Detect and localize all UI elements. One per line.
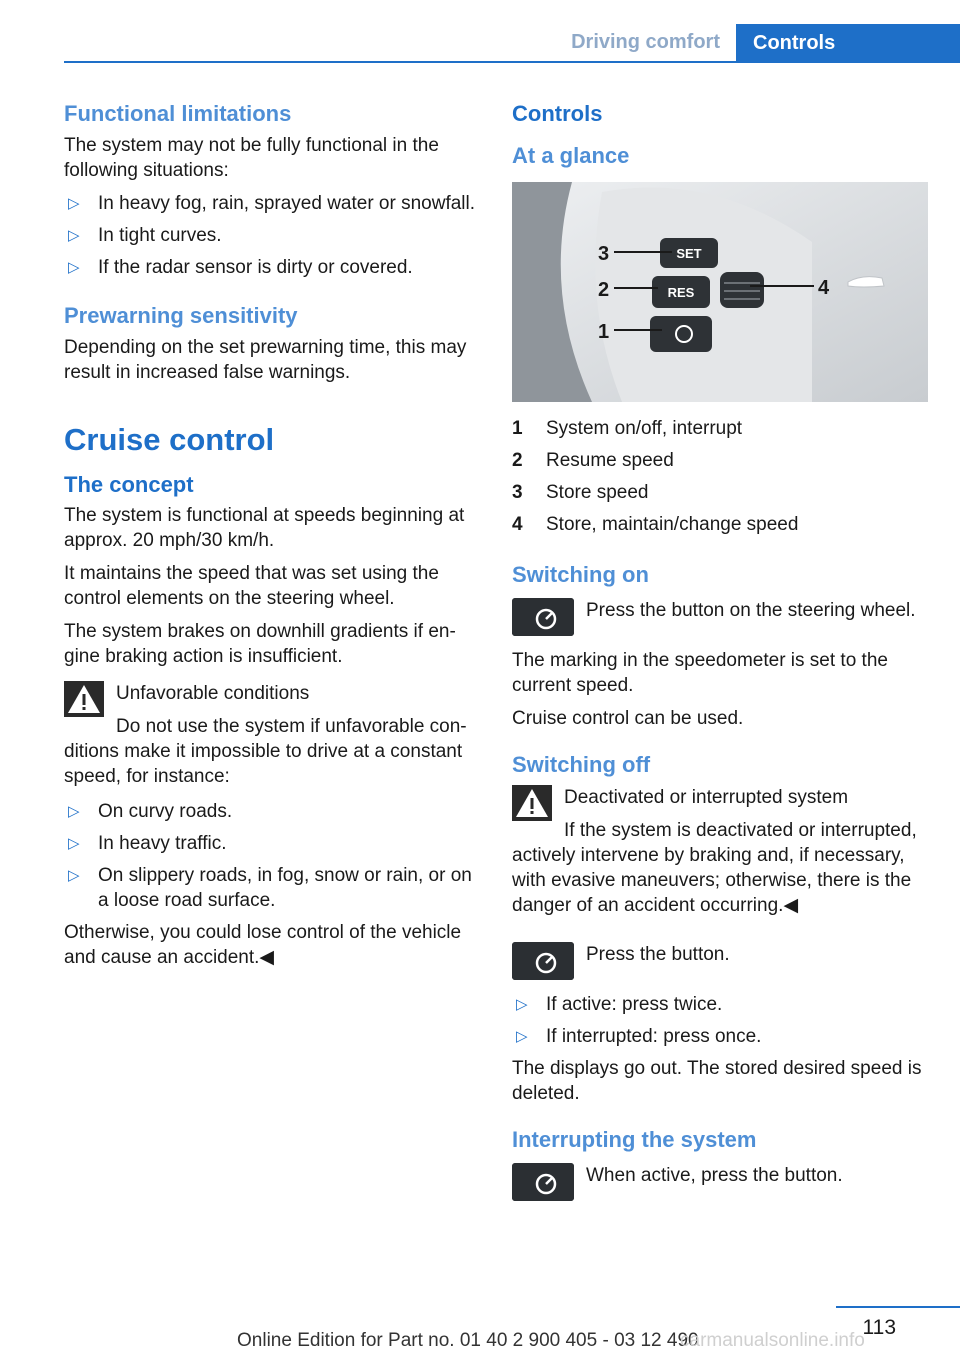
- page-header: [0, 24, 960, 62]
- functional-limitations-heading: Functional limitations: [64, 101, 292, 126]
- triangle-bullet-icon: ▷: [516, 996, 528, 1013]
- footer-rule: [836, 1306, 960, 1308]
- list-item: ▷ On curvy roads.: [68, 801, 233, 822]
- switching-on-paragraph-1: The marking in the speedometer is set to the current speed.: [512, 650, 888, 696]
- cruise-button-icon: [512, 598, 574, 636]
- chapter-tab: Controls: [736, 24, 960, 62]
- cruise-button-icon: [512, 1163, 574, 1201]
- section-title: Driving comfort: [571, 31, 720, 53]
- concept-paragraph-3: The system brakes on downhill gradients if en‐gine braking action is insufficient.: [64, 621, 456, 667]
- warning-box: [512, 785, 930, 918]
- triangle-bullet-icon: ▷: [68, 835, 80, 852]
- triangle-bullet-icon: ▷: [68, 259, 80, 276]
- switching-off-heading: Switching off: [512, 752, 651, 777]
- at-a-glance-heading: At a glance: [512, 143, 630, 168]
- triangle-bullet-icon: ▷: [68, 867, 80, 884]
- edition-footer: Online Edition for Part no. 01 40 2 900 405 - 03 12 490: [237, 1330, 699, 1351]
- triangle-bullet-icon: ▷: [68, 195, 80, 212]
- steering-wheel-controls-photo: [512, 182, 928, 402]
- rocker-switch: [720, 272, 764, 308]
- switching-off-paragraph: The displays go out. The stored desired speed is deleted.: [512, 1058, 922, 1104]
- triangle-bullet-icon: ▷: [516, 1028, 528, 1045]
- prewarning-heading: Prewarning sensitivity: [64, 303, 298, 328]
- svg-text:1: 1: [598, 321, 610, 343]
- switching-on-instruction: Press the button on the steering wheel.: [512, 594, 930, 638]
- interrupting-heading: Interrupting the system: [512, 1127, 757, 1152]
- legend-item: 2 Resume speed: [512, 450, 674, 471]
- concept-heading: The concept: [64, 472, 194, 497]
- svg-text:2: 2: [598, 279, 610, 301]
- list-item: ▷ In heavy fog, rain, sprayed water or snowfall.: [68, 193, 476, 214]
- list-item: ▷ If the radar sensor is dirty or covered.: [68, 257, 413, 278]
- svg-text:RES: RES: [667, 285, 695, 300]
- legend-item: 4 Store, maintain/change speed: [512, 514, 799, 535]
- functional-limitations-intro: The system may not be fully functional in the following situations:: [64, 135, 439, 181]
- list-item: ▷ In tight curves.: [68, 225, 222, 246]
- warning-line-1: If the system is deactivated or interrupted,: [564, 820, 917, 841]
- svg-text:SET: SET: [676, 246, 702, 261]
- concept-paragraph-1: The system is functional at speeds beginning at approx. 20 mph/30 km/h.: [64, 505, 465, 551]
- left-column: [64, 100, 482, 978]
- functional-limitations-list: [64, 191, 482, 280]
- list-item: ▷ If interrupted: press once.: [516, 1026, 762, 1047]
- watermark: carmanualsonline.info: [680, 1330, 865, 1351]
- warning-title: Unfavorable conditions: [116, 683, 310, 704]
- warning-triangle-icon: [512, 785, 552, 821]
- list-item: ▷ On slippery roads, in fog, snow or rain, or on a loose road surface.: [68, 865, 472, 911]
- list-item: ▷ In heavy traffic.: [68, 833, 227, 854]
- steering-wheel-illustration: [512, 182, 928, 402]
- interrupting-instruction: When active, press the button.: [512, 1159, 930, 1203]
- switching-on-paragraph-2: Cruise control can be used.: [512, 708, 744, 729]
- switching-on-heading: Switching on: [512, 562, 649, 587]
- warning-box: [64, 681, 482, 789]
- unfavorable-conditions-list: [64, 799, 482, 913]
- warning-triangle-icon: [64, 681, 104, 717]
- triangle-bullet-icon: ▷: [68, 227, 80, 244]
- right-column: [512, 100, 930, 1213]
- cruise-control-button: [650, 316, 712, 352]
- switching-off-list: [512, 992, 930, 1049]
- cruise-button-icon: [512, 942, 574, 980]
- list-item: ▷ If active: press twice.: [516, 994, 723, 1015]
- concept-paragraph-2: It maintains the speed that was set using the control elements on the steering wheel.: [64, 563, 439, 609]
- switching-off-instruction: Press the button.: [512, 938, 930, 982]
- triangle-bullet-icon: ▷: [68, 803, 80, 820]
- svg-text:3: 3: [598, 243, 610, 265]
- prewarning-text: Depending on the set prewarning time, this may result in increased false warnings.: [64, 337, 467, 383]
- cruise-control-heading: Cruise control: [64, 422, 275, 457]
- res-button: [652, 276, 710, 308]
- warning-body: actively intervene by braking and, if necessary, with evasive maneuvers; otherwise, there is the danger of an accident occurring.◀: [512, 845, 912, 916]
- legend-item: 1 System on/off, interrupt: [512, 418, 743, 439]
- svg-text:4: 4: [818, 277, 830, 299]
- warning-title: Deactivated or interrupted system: [564, 787, 849, 808]
- legend-item: 3 Store speed: [512, 482, 649, 503]
- header-rule: [64, 61, 960, 63]
- page-number: 113: [862, 1316, 896, 1339]
- controls-heading: Controls: [512, 101, 603, 126]
- warning-closing: Otherwise, you could lose control of the vehicle and cause an accident.◀: [64, 922, 462, 968]
- warning-line-1: Do not use the system if unfavorable con‐: [116, 716, 467, 737]
- control-legend: [512, 416, 930, 537]
- warning-body: ditions make it impossible to drive at a constant speed, for instance:: [64, 741, 463, 787]
